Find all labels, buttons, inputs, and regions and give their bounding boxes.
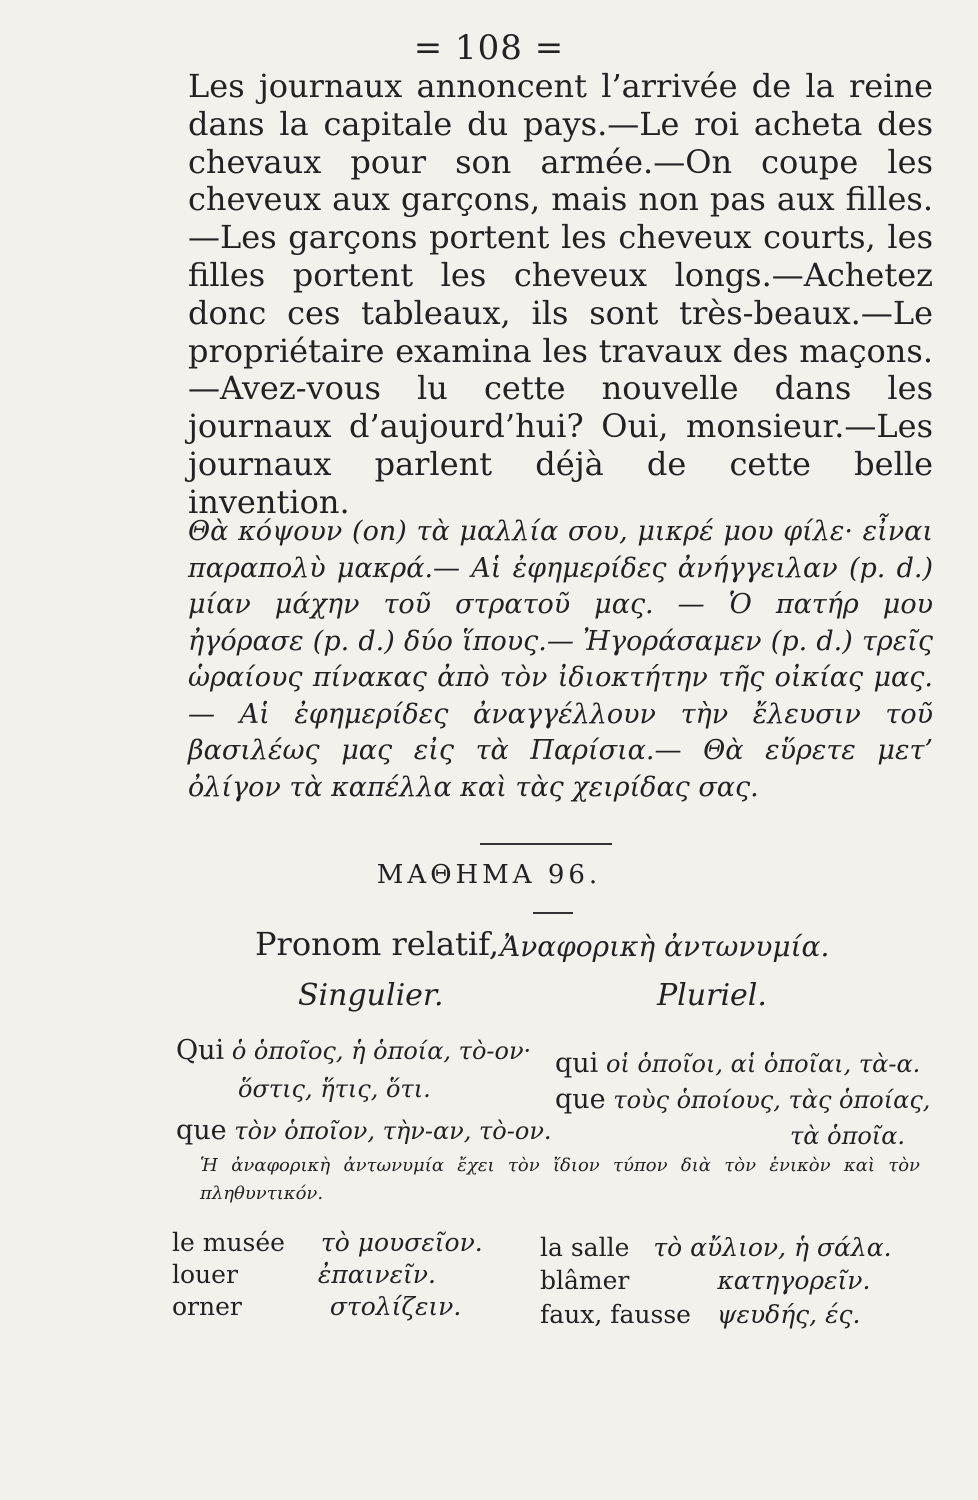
vocab-left-1-gr: τὸ μουσεῖον. [320,1228,483,1257]
title-divider [533,912,573,914]
plural-row-2-gr: τοὺς ὁποίους, τὰς ὁποίας, [613,1086,931,1114]
greek-exercise-paragraph: Θὰ κόψουν (on) τὰ μαλλία σου, μικρέ μου φίλε· εἶναι παραπολὺ μακρά.— Αἱ ἐφημερίδες ἀνήγγειλαν (p. d.) μίαν μάχην τοῦ στρατοῦ μας. — Ὁ πατήρ μου ἠγόρασε (p. d.) δύο ἵπους.— Ἠγοράσαμεν (p. d.) τρεῖς ὡραίους πίνακας ἀπὸ τὸν ἰδιοκτήτην τῆς οἰκίας μας.— Αἱ ἐφημερίδες ἀναγγέλλουν τὴν ἔλευσιν τοῦ βασιλέως μας εἰς τὰ Παρίσια.— Θὰ εὕρετε μετ’ ὀλίγον τὰ καπέλλα καὶ τὰς χειρίδας σας. [188,516,933,803]
vocab-left-2-gr: ἐπαινεῖν. [317,1260,436,1289]
vocab-left-3 [172,1292,461,1321]
vocab-right-2-gr: κατηγορεῖν. [717,1266,871,1295]
plural-row-1 [555,1048,920,1079]
vocab-right-1-gr: τὸ αὔλιον, ἡ σάλα. [653,1233,892,1262]
lesson-title: ΜΑΘΗΜΑ 96. [376,860,602,890]
vocab-right-2 [540,1266,870,1295]
plural-row-3-gr: τὰ ὁποῖα. [790,1122,906,1150]
vocab-right-1 [540,1233,892,1262]
singular-row-2 [238,1075,431,1103]
vocab-right-2-fr: blâmer [540,1266,630,1295]
plural-row-3 [790,1122,905,1150]
heading-greek: Ἀναφορικὴ ἀντωνυμία. [500,930,830,963]
singular-row-1-fr: Qui [176,1035,225,1066]
vocab-left-2-fr: louer [172,1260,238,1289]
plural-row-2 [555,1084,930,1115]
page-number: = 108 = [413,28,565,68]
vocab-right-3 [540,1300,860,1329]
vocab-right-1-fr: la salle [540,1233,630,1262]
singular-row-3 [176,1115,552,1146]
plural-label: Pluriel. [657,978,767,1013]
section-divider [480,843,612,845]
plural-row-1-gr: οἱ ὁποῖοι, αἱ ὁποῖαι, τὰ-α. [605,1050,921,1078]
singular-label: Singulier. [298,978,444,1013]
singular-row-3-gr: τὸν ὁποῖον, τὴν-αν, τὸ-ον. [234,1117,552,1145]
vocab-left-2 [172,1260,436,1289]
plural-row-2-fr: que [555,1084,606,1115]
singular-row-2-gr: ὅστις, ἥτις, ὅτι. [238,1075,431,1103]
vocab-right-3-gr: ψευδής, ές. [716,1300,861,1329]
vocab-left-3-gr: στολίζειν. [329,1292,462,1321]
singular-row-3-fr: que [176,1115,227,1146]
french-exercise-paragraph: Les journaux annoncent l’arrivée de la reine dans la capitale du pays.—Le roi acheta des chevaux pour son armée.—On coupe les cheveux aux garçons, mais non pas aux filles.—Les garçons portent les cheveux courts, les filles portent les cheveux longs.—Achetez donc ces tableaux, ils sont très-beaux.—Le propriétaire examina les travaux des maçons.—Avez-vous lu cette nouvelle dans les journaux d’aujourd’hui? Oui, monsieur.—Les journaux parlent déjà de cette belle invention. [188,67,933,521]
vocab-left-1 [172,1228,483,1257]
vocab-left-3-fr: orner [172,1292,242,1321]
singular-row-1 [176,1035,531,1066]
grammar-note: Ἡ ἀναφορικὴ ἀντωνυμία ἔχει τὸν ἴδιον τύπον διὰ τὸν ἑνικὸν καὶ τὸν πληθυντικόν. [200,1155,920,1204]
heading-french: Pronom relatif, [255,925,499,963]
vocab-left-1-fr: le musée [172,1228,285,1257]
singular-row-1-gr: ὁ ὁποῖος, ἡ ὁποία, τὸ-ον· [231,1037,532,1065]
vocab-right-3-fr: faux, fausse [540,1300,691,1329]
plural-row-1-fr: qui [555,1048,599,1079]
